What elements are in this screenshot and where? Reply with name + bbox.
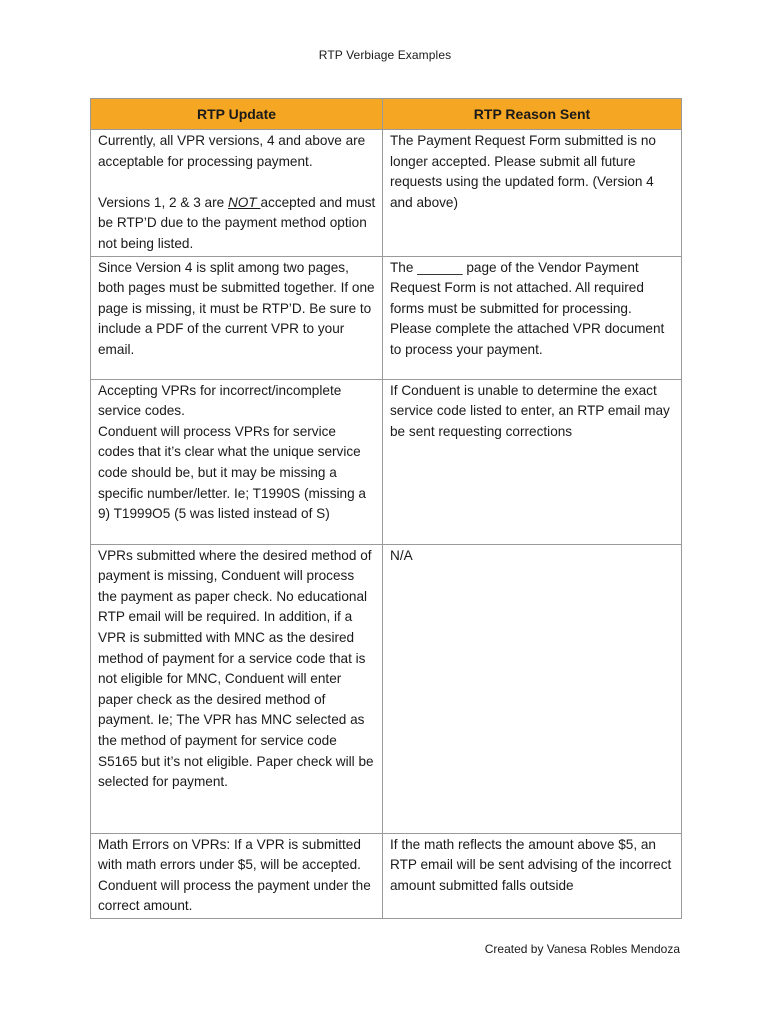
rtp-update-text: Currently, all VPR versions, 4 and above are acceptable for processing payment. <box>98 133 366 169</box>
rtp-update-cell <box>91 130 383 257</box>
rtp-reason-cell <box>383 544 682 833</box>
rtp-reason-text: The ______ page of the Vendor Payment Request Form is not attached. All required forms must be submitted for processing. Please complete the attached VPR document to process your payment. <box>390 259 665 357</box>
table-row <box>91 833 682 918</box>
rtp-update-text: Conduent will process VPRs for service codes that it’s clear what the unique service code should be, but it may be missing a specific number/letter. Ie; T1990S (missing a 9) T1999O5 (5 was listed instead of S) <box>98 423 366 522</box>
rtp-update-cell <box>91 256 383 379</box>
rtp-update-text <box>98 193 376 255</box>
table-row <box>91 130 682 257</box>
page-title: RTP Verbiage Examples <box>318 48 452 62</box>
rtp-table <box>90 98 682 919</box>
emphasis-not: NOT <box>227 194 261 210</box>
rtp-update-text: VPRs submitted where the desired method of payment is missing, Conduent will process the payment as paper check. No educational RTP email will be required. In addition, if a VPR is submitted with MNC as the desired method of payment for a service code that is not eligible for MNC, Conduent will enter paper check as the desired method of payment. Ie; The VPR has MNC selected as the method of payment for service code S5165 but it’s not eligible. Paper check will be selected for payment. <box>98 547 374 790</box>
rtp-reason-text: If the math reflects the amount above $5, an RTP email will be sent advising of the incorrect amount submitted falls outside <box>390 836 672 893</box>
rtp-reason-text: If Conduent is unable to determine the exact service code listed to enter, an RTP email may be sent requesting corrections <box>390 382 670 439</box>
author-credit: Created by Vanesa Robles Mendoza <box>484 942 680 956</box>
rtp-update-cell <box>91 544 383 833</box>
column-header-rtp-reason-sent: RTP Reason Sent <box>383 99 682 130</box>
rtp-update-cell <box>91 379 383 544</box>
table-header-row <box>91 99 682 130</box>
rtp-update-cell <box>91 833 383 918</box>
column-header-rtp-update: RTP Update <box>91 99 383 130</box>
table-row <box>91 379 682 544</box>
rtp-update-text: Accepting VPRs for incorrect/incomplete service codes. <box>98 382 342 419</box>
table-row <box>91 544 682 833</box>
rtp-update-text: Math Errors on VPRs: If a VPR is submitted with math errors under $5, will be accepted. Conduent will process the payment under the correct amount. <box>98 836 371 914</box>
rtp-reason-cell <box>383 256 682 379</box>
rtp-reason-cell <box>383 130 682 257</box>
rtp-update-text-part: Versions 1, 2 & 3 are <box>98 194 228 210</box>
rtp-reason-cell <box>383 833 682 918</box>
rtp-reason-text: The Payment Request Form submitted is no longer accepted. Please submit all future requests using the updated form. (Version 4 and above) <box>390 133 656 210</box>
rtp-update-text-part: accepted and must be RTP’D due to the payment method option not being listed. <box>98 194 376 251</box>
rtp-reason-cell <box>383 379 682 544</box>
table-row <box>91 256 682 379</box>
rtp-update-text: Since Version 4 is split among two pages, both pages must be submitted together. If one page is missing, it must be RTP’D. Be sure to include a PDF of the current VPR to your email. <box>98 259 375 357</box>
rtp-reason-text: N/A <box>390 547 413 563</box>
